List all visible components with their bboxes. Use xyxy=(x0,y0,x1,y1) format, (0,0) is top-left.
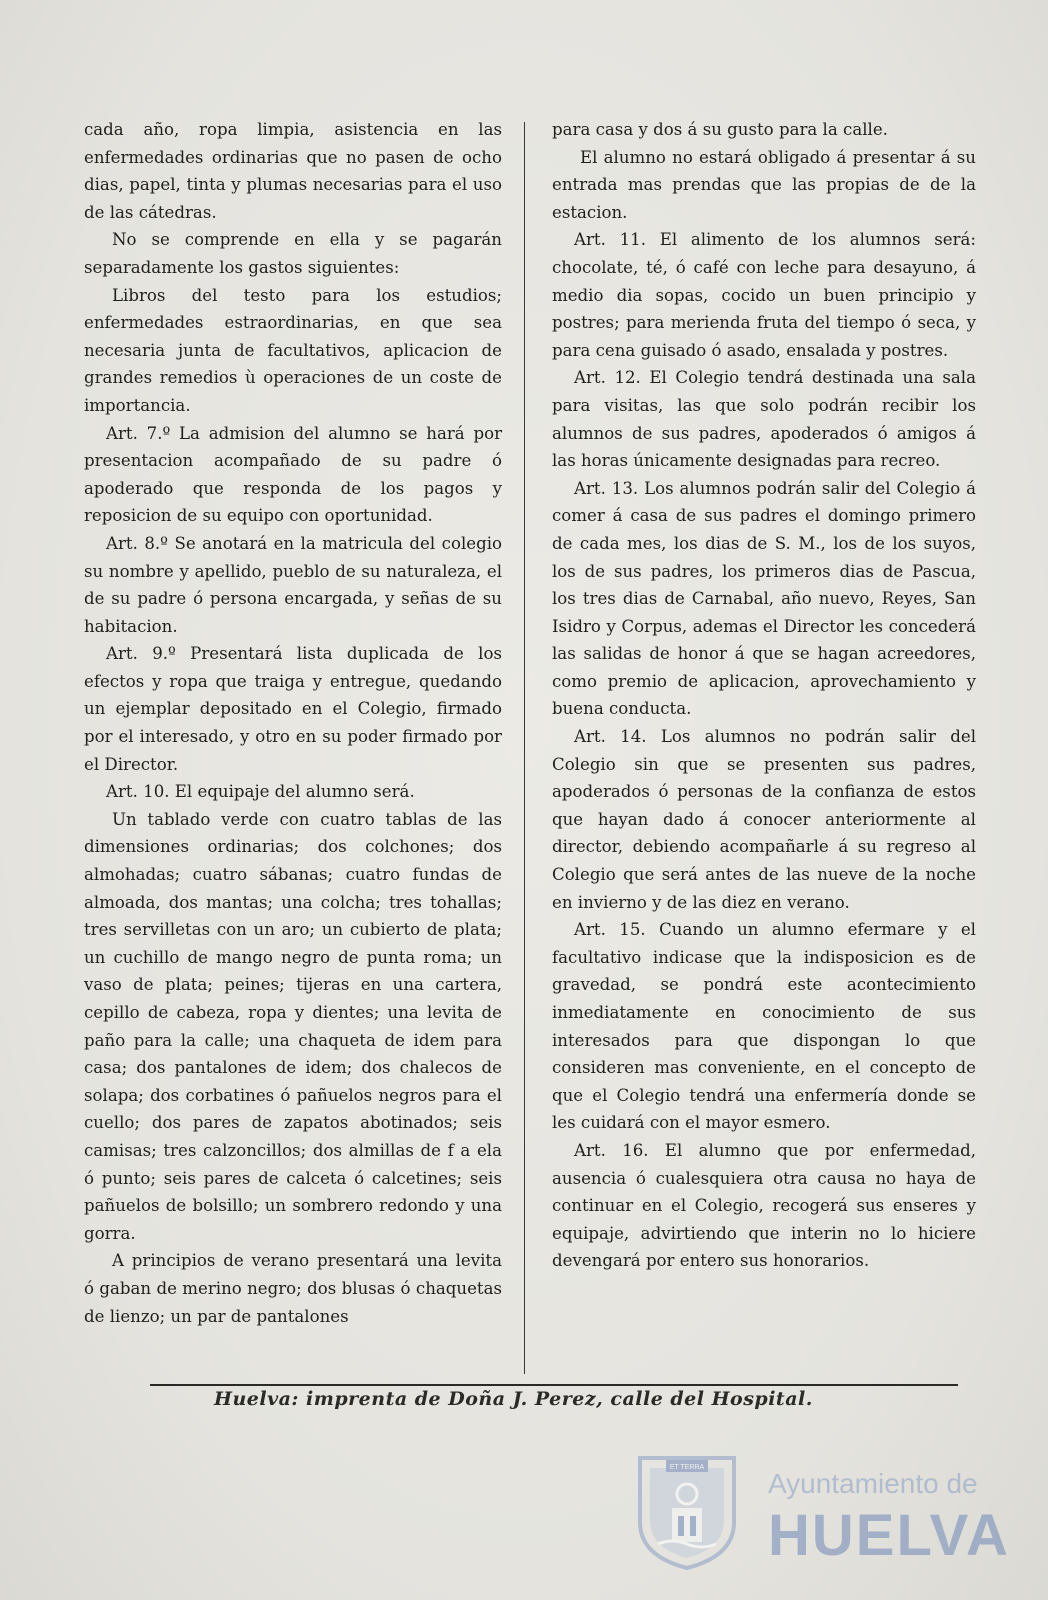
ayuntamiento-watermark xyxy=(632,1452,1010,1582)
right-text-column xyxy=(552,116,976,1275)
article-10: Art. 10. El equipaje del alumno será. xyxy=(106,782,415,802)
article-15: Art. 15. Cuando un alumno efermare y el facultativo indicase que la indisposicion es de gravedad, se pondrá este acontecimiento inmediatamente en conocimiento de sus interesados para que dispongan lo que consideren mas conveniente, en el concepto de que el Colegio tendrá una enfermería donde se les cuidará con el mayor esmero. xyxy=(552,920,976,1133)
article-11: Art. 11. El alimento de los alumnos será: chocolate, té, ó café con leche para desayuno, á medio dia sopas, cocido un buen principio y postres; para merienda fruta del tiempo ó seca, y para cena guisado ó asado, ensalada y postres. xyxy=(552,230,976,360)
paragraph: cada año, ropa limpia, asistencia en las enfermedades ordinarias que no pasen de ocho dias, papel, tinta y plumas necesarias para el uso de las cátedras. xyxy=(84,120,502,222)
article-13: Art. 13. Los alumnos podrán salir del Colegio á comer á casa de sus padres el domingo primero de cada mes, los dias de S. M., los de los suyos, los de sus padres, los primeros dias de Pascua, los tres dias de Carnabal, año nuevo, Reyes, San Isidro y Corpus, ademas el Director les concederá las salidas de honor á que se hagan acreedores, como premio de aplicacion, aprovechamiento y buena conducta. xyxy=(552,478,976,719)
article-9: Art. 9.º Presentará lista duplicada de los efectos y ropa que traiga y entregue, quedando un ejemplar depositado en el Colegio, firmado por el interesado, y otro en su poder firmado por el Director. xyxy=(84,644,502,774)
paragraph: A principios de verano presentará una levita ó gaban de merino negro; dos blusas ó chaquetas de lienzo; un par de pantalones xyxy=(84,1251,502,1326)
svg-text:ET TERRA: ET TERRA xyxy=(669,1464,705,1471)
paragraph: No se comprende en ella y se pagarán separadamente los gastos siguientes: xyxy=(84,230,502,277)
printer-imprint: Huelva: imprenta de Doña J. Perez, calle del Hospital. xyxy=(214,1388,813,1410)
paragraph: El alumno no estará obligado á presentar á su entrada mas prendas que las propias de de la estacion. xyxy=(552,147,976,222)
footer-rule xyxy=(150,1384,958,1386)
article-12: Art. 12. El Colegio tendrá destinada una sala para visitas, las que solo podrán recibir los alumnos de sus padres, apoderados ó amigos á las horas únicamente designadas para recreo. xyxy=(552,368,976,471)
column-divider xyxy=(524,122,525,1374)
paragraph: Libros del testo para los estudios; enfermedades estraordinarias, en que sea necesaria junta de facultativos, aplicacion de grandes remedios ù operaciones de un coste de importancia. xyxy=(84,285,502,415)
watermark-title: Ayuntamiento de xyxy=(768,1468,978,1499)
watermark-city: HUELVA xyxy=(768,1503,1010,1568)
article-16: Art. 16. El alumno que por enfermedad, ausencia ó cualesquiera otra causa no haya de continuar en el Colegio, recogerá sus enseres y equipaje, advirtiendo que interin no lo hiciere devengará por entero sus honorarios. xyxy=(552,1140,976,1271)
paragraph: para casa y dos á su gusto para la calle. xyxy=(552,120,888,139)
huelva-coat-of-arms-icon xyxy=(632,1452,742,1570)
article-8: Art. 8.º Se anotará en la matricula del colegio su nombre y apellido, pueblo de su naturaleza, el de su padre ó persona encargada, y señas de su habitacion. xyxy=(84,533,502,636)
paragraph: Un tablado verde con cuatro tablas de las dimensiones ordinarias; dos colchones; dos almohadas; cuatro sábanas; cuatro fundas de almoada, dos mantas; una colcha; tres tohallas; tres servilletas con un aro; un cubierto de plata; un cuchillo de mango negro de punta roma; un vaso de plata; peines; tijeras en una cartera, cepillo de cabeza, ropa y dientes; una levita de paño para la calle; una chaqueta de idem para casa; dos pantalones de idem; dos chalecos de solapa; dos corbatines ó pañuelos negros para el cuello; dos pares de zapatos abotinados; seis camisas; tres calzoncillos; dos almillas de f a ela ó punto; seis pares de calceta ó calcetines; seis pañuelos de bolsillo; un sombrero redondo y una gorra. xyxy=(84,809,502,1243)
article-14: Art. 14. Los alumnos no podrán salir del Colegio sin que se presenten sus padres, apoderados ó personas de la confianza de estos que hayan dado á conocer anteriormente al director, debiendo acompañarle á su regreso al Colegio que será antes de las nueve de la noche en invierno y de las diez en verano. xyxy=(552,727,976,912)
article-7: Art. 7.º La admision del alumno se hará por presentacion acompañado de su padre ó apoderado que responda de los pagos y reposicion de su equipo con oportunidad. xyxy=(84,423,502,526)
left-text-column xyxy=(84,116,502,1330)
